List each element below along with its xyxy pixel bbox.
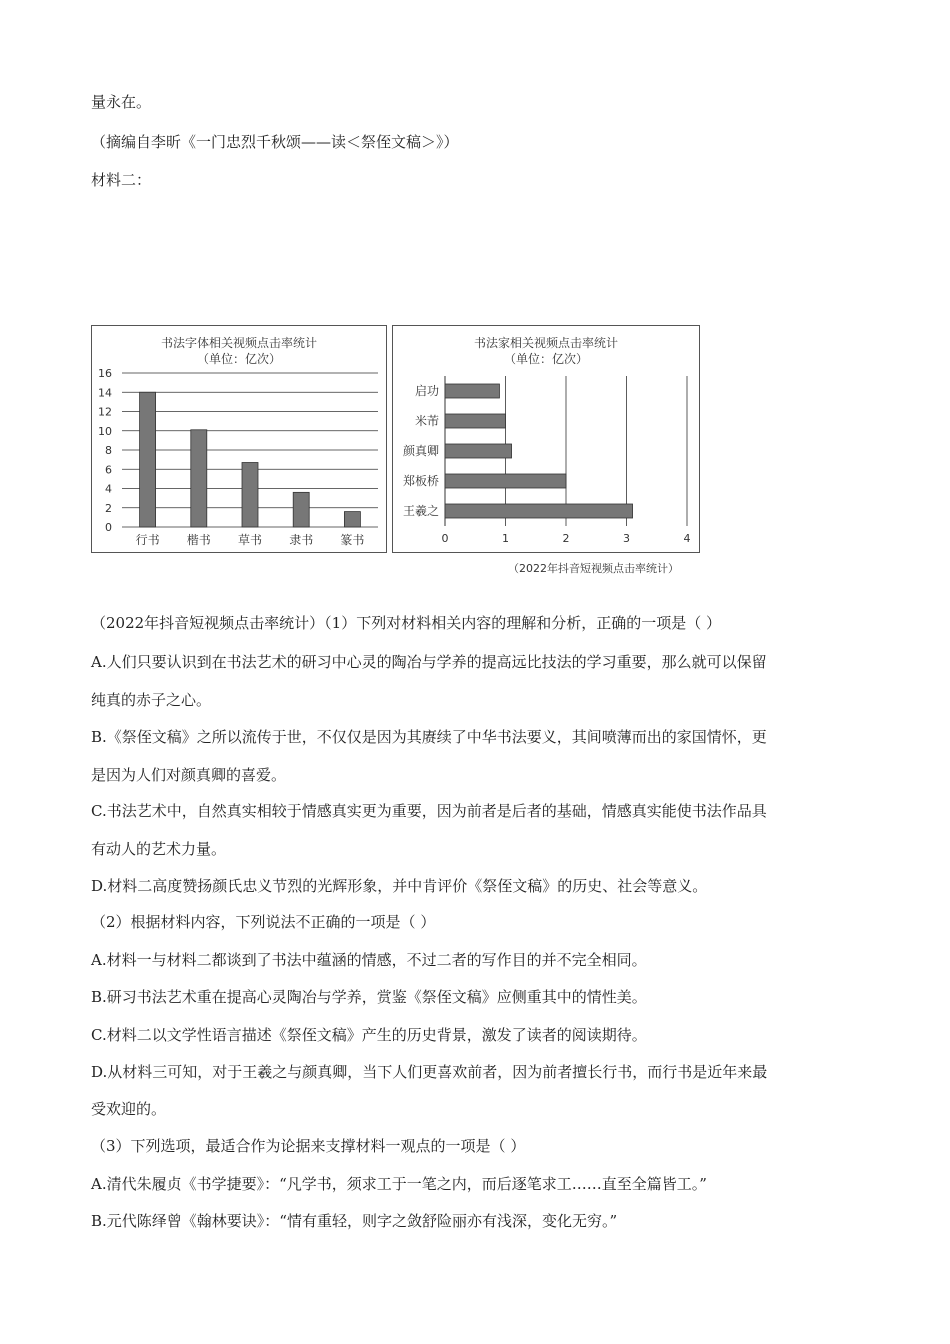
font-chart: [91, 325, 387, 553]
calligrapher-chart: [392, 325, 700, 553]
x-tick-label: 草书: [237, 533, 263, 547]
bar: [140, 392, 156, 527]
y-tick-label: 米芾: [414, 414, 439, 428]
chart-subtitle: （单位：亿次）: [503, 352, 588, 366]
bar: [445, 444, 512, 458]
text-line: 量永在。: [91, 93, 152, 111]
option-d-cont: 受欢迎的。: [91, 1100, 167, 1118]
y-tick-label: 14: [98, 386, 112, 400]
font-chart-plot: [92, 326, 386, 552]
x-tick-label: 1: [502, 532, 509, 545]
x-tick-label: 4: [683, 532, 691, 545]
option-b: B.元代陈绎曾《翰林要诀》：“情有重轻，则字之敛舒险丽亦有浅深，变化无穷。”: [91, 1212, 618, 1230]
y-tick-label: 郑板桥: [402, 474, 439, 488]
question-stem: （2022年抖音短视频点击率统计）（1）下列对材料相关内容的理解和分析，正确的一项是（ ）: [91, 614, 721, 632]
bar: [445, 384, 499, 398]
question-stem: （2）根据材料内容，下列说法不正确的一项是（ ）: [91, 913, 436, 931]
y-tick-label: 6: [105, 463, 112, 477]
y-tick-label: 10: [98, 424, 112, 438]
option-b: B.《祭侄文稿》之所以流传于世，不仅仅是因为其赓续了中华书法要义，其间喷薄而出的家国情怀，更: [91, 728, 767, 746]
option-a: A.清代朱履贞《书学捷要》：“凡学书，须求工于一笔之内，而后逐笔求工……直至全篇皆工。”: [91, 1175, 707, 1193]
option-d: D.材料二高度赞扬颜氏忠义节烈的光辉形象，并中肯评价《祭侄文稿》的历史、社会等意义。: [91, 877, 708, 895]
y-tick-label: 12: [98, 405, 112, 419]
x-tick-label: 篆书: [340, 533, 365, 547]
option-c-cont: 有动人的艺术力量。: [91, 840, 227, 858]
option-b-cont: 是因为人们对颜真卿的喜爱。: [91, 766, 287, 784]
bar: [242, 463, 258, 527]
chart-subtitle: （单位：亿次）: [196, 352, 281, 366]
calligrapher-chart-plot: [393, 326, 699, 552]
citation: （摘编自李昕《一门忠烈千秋颂——读＜祭侄文稿＞》）: [91, 133, 459, 151]
x-tick-label: 2: [562, 532, 570, 545]
y-tick-label: 启功: [414, 384, 439, 398]
y-tick-label: 2: [105, 501, 112, 515]
y-tick-label: 4: [105, 482, 112, 496]
chart-title: 书法字体相关视频点击率统计: [160, 336, 317, 350]
chart-title: 书法家相关视频点击率统计: [473, 336, 618, 350]
question-stem: （3）下列选项，最适合作为论据来支撑材料一观点的一项是（ ）: [91, 1137, 526, 1155]
option-c: C.书法艺术中，自然真实相较于情感真实更为重要，因为前者是后者的基础，情感真实能使书法作品具: [91, 802, 767, 820]
bar: [191, 430, 207, 527]
option-a: A.材料一与材料二都谈到了书法中蕴涵的情感，不过二者的写作目的并不完全相同。: [91, 951, 647, 969]
bar: [445, 504, 633, 518]
y-tick-label: 颜真卿: [402, 444, 439, 458]
option-c: C.材料二以文学性语言描述《祭侄文稿》产生的历史背景，激发了读者的阅读期待。: [91, 1026, 647, 1044]
x-tick-label: 楷书: [186, 533, 211, 547]
chart-caption: （2022年抖音短视频点击率统计）: [508, 562, 679, 575]
option-b: B.研习书法艺术重在提高心灵陶冶与学养，赏鉴《祭侄文稿》应侧重其中的情性美。: [91, 988, 647, 1006]
bar: [293, 492, 309, 527]
x-tick-label: 隶书: [289, 533, 314, 547]
y-tick-label: 王羲之: [402, 504, 439, 518]
x-tick-label: 0: [441, 532, 449, 545]
y-tick-label: 8: [105, 444, 112, 457]
option-d: D.从材料三可知，对于王羲之与颜真卿，当下人们更喜欢前者，因为前者擅长行书，而行书是近年来最: [91, 1063, 768, 1081]
option-a: A.人们只要认识到在书法艺术的研习中心灵的陶冶与学养的提高远比技法的学习重要，那么就可以保留: [91, 653, 767, 671]
y-tick-label: 16: [98, 367, 112, 380]
x-tick-label: 行书: [135, 533, 160, 547]
x-tick-label: 3: [623, 532, 630, 545]
option-a-cont: 纯真的赤子之心。: [91, 691, 212, 709]
bar: [344, 512, 360, 527]
material-label: 材料二：: [91, 171, 152, 189]
y-tick-label: 0: [105, 521, 112, 534]
bar: [445, 414, 506, 428]
bar: [445, 474, 566, 488]
